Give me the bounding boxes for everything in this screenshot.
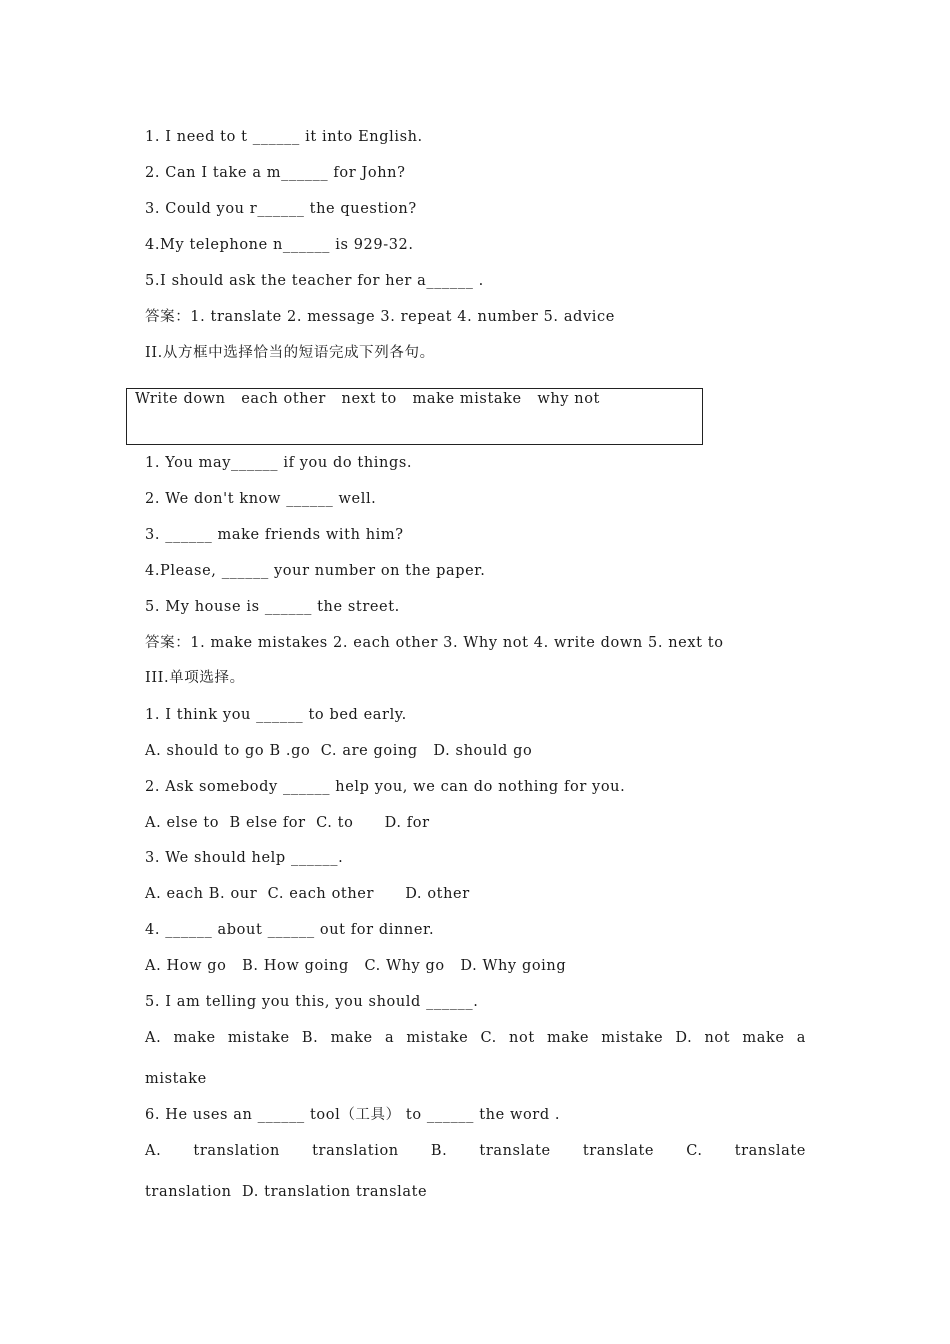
phrase-item-3: 3. ______ make friends with him? xyxy=(145,527,404,543)
section2-heading: II.从方框中选择恰当的短语完成下列各句。 xyxy=(145,345,435,361)
question-1-options: A. should to go B .go C. are going D. should go xyxy=(145,743,533,759)
question-3: 3. We should help ______. xyxy=(145,850,344,866)
phrase-item-2: 2. We don't know ______ well. xyxy=(145,491,377,507)
fill-item-1: 1. I need to t ______ it into English. xyxy=(145,129,423,145)
question-2: 2. Ask somebody ______ help you, we can do nothing for you. xyxy=(145,779,626,795)
phrase-item-1: 1. You may______ if you do things. xyxy=(145,455,413,471)
phrase-item-4: 4.Please, ______ your number on the paper. xyxy=(145,563,486,579)
question-1: 1. I think you ______ to bed early. xyxy=(145,707,407,723)
question-4: 4. ______ about ______ out for dinner. xyxy=(145,922,435,938)
section1-answer: 答案：1. translate 2. message 3. repeat 4. number 5. advice xyxy=(145,309,615,325)
question-5-options-cont: mistake xyxy=(145,1071,207,1087)
question-5-options: A. make mistake B. make a mistake C. not make mistake D. not make a xyxy=(145,1030,806,1046)
question-6-options-cont: translation D. translation translate xyxy=(145,1184,428,1200)
question-2-options: A. else to B else for C. to D. for xyxy=(145,815,430,831)
phrase-box-text: Write down each other next to make mistake why not xyxy=(135,391,600,407)
section3-heading: III.单项选择。 xyxy=(145,670,245,686)
question-6-options: A. translation translation B. translate translate C. translate xyxy=(145,1143,806,1159)
question-6: 6. He uses an ______ tool（工具） to ______ the word . xyxy=(145,1107,561,1123)
phrase-box xyxy=(126,388,703,445)
question-4-options: A. How go B. How going C. Why go D. Why going xyxy=(145,958,567,974)
section2-answer: 答案：1. make mistakes 2. each other 3. Why not 4. write down 5. next to xyxy=(145,635,724,651)
fill-item-3: 3. Could you r______ the question? xyxy=(145,201,417,217)
fill-item-4: 4.My telephone n______ is 929-32. xyxy=(145,237,414,253)
fill-item-5: 5.I should ask the teacher for her a______ . xyxy=(145,273,484,289)
fill-item-2: 2. Can I take a m______ for John? xyxy=(145,165,406,181)
phrase-item-5: 5. My house is ______ the street. xyxy=(145,599,400,615)
question-3-options: A. each B. our C. each other D. other xyxy=(145,886,470,902)
question-5: 5. I am telling you this, you should ______. xyxy=(145,994,479,1010)
